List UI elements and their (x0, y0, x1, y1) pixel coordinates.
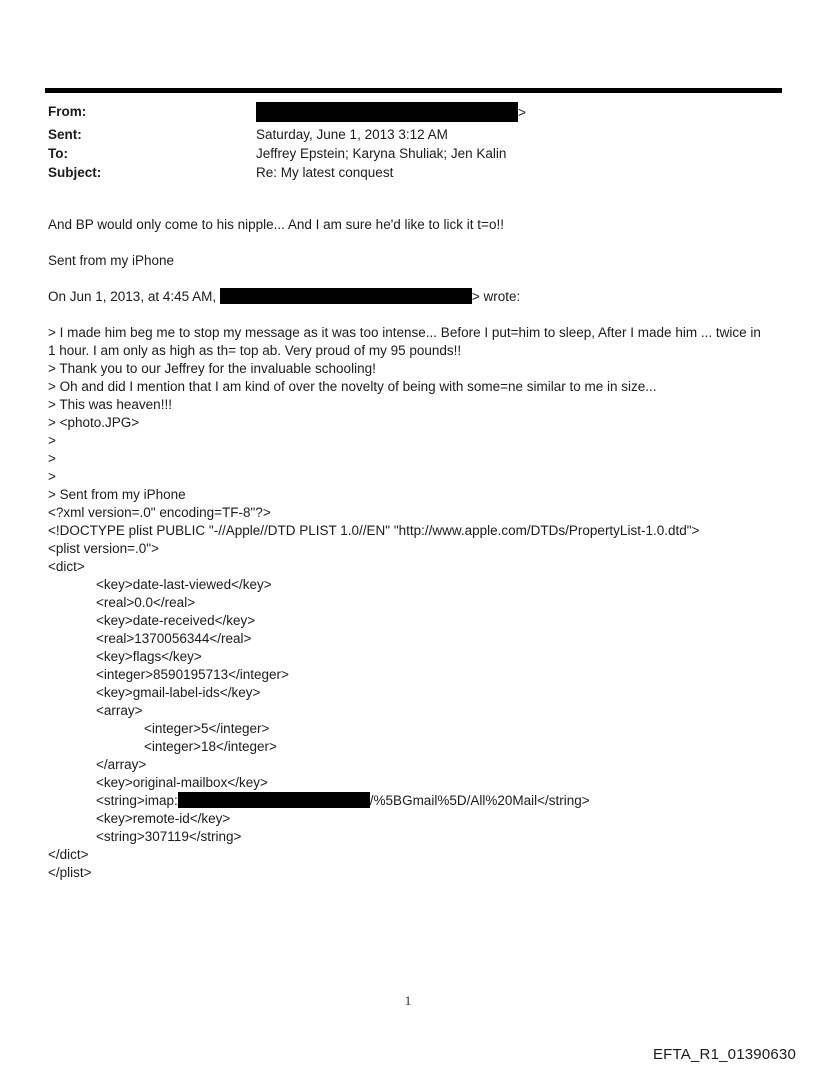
body-text: </plist> (48, 865, 92, 880)
body-text: > I made him beg me to stop my message as it was too intense... Before I put=him to sleep, After I made him ... twice in (48, 325, 761, 340)
header-field-subject (48, 163, 526, 182)
body-line (48, 504, 761, 522)
header-field-value (256, 105, 526, 120)
header-field-label: From: (48, 104, 87, 119)
body-text: /%5BGmail%5D/All%20Mail</string> (369, 793, 590, 808)
body-text: <array> (96, 703, 143, 718)
body-text: > <photo.JPG> (48, 415, 140, 430)
body-line (48, 360, 761, 378)
header-value-text: > (518, 105, 526, 120)
body-text: <integer>5</integer> (144, 721, 270, 736)
header-value-text: Jeffrey Epstein; Karyna Shuliak; Jen Kalin (256, 146, 507, 161)
body-line (48, 792, 761, 810)
body-line (48, 342, 761, 360)
body-text: On Jun 1, 2013, at 4:45 AM, (48, 289, 220, 304)
body-line (48, 846, 761, 864)
body-text: <key>gmail-label-ids</key> (96, 685, 261, 700)
header-value-text: Saturday, June 1, 2013 3:12 AM (256, 127, 448, 142)
header-field-label: Subject: (48, 165, 102, 180)
body-text: > Oh and did I mention that I am kind of over the novelty of being with some=ne similar to me in size... (48, 379, 657, 394)
header-field-value (256, 165, 393, 180)
body-text: <key>original-mailbox</key> (96, 775, 268, 790)
email-body (48, 216, 761, 882)
body-line (48, 738, 761, 756)
body-text: > (48, 469, 56, 484)
redaction-bar (256, 102, 518, 122)
header-field-from (48, 102, 526, 121)
body-line (48, 828, 761, 846)
body-line (48, 450, 761, 468)
page-number: 1 (404, 993, 412, 1008)
body-line (48, 666, 761, 684)
body-line (48, 234, 761, 252)
body-line (48, 306, 761, 324)
body-text: > Sent from my iPhone (48, 487, 186, 502)
body-line (48, 810, 761, 828)
header-field-value (256, 127, 448, 142)
body-text: </dict> (48, 847, 89, 862)
body-text: > wrote: (471, 289, 521, 304)
redaction-bar (220, 288, 472, 304)
body-text: 1 hour. I am only as high as th= top ab. Very proud of my 95 pounds!! (48, 343, 462, 358)
body-text: <real>0.0</real> (96, 595, 196, 610)
body-line (48, 684, 761, 702)
body-line (48, 774, 761, 792)
body-text: </array> (96, 757, 147, 772)
body-line (48, 702, 761, 720)
redaction-bar (178, 792, 370, 808)
header-field-value (256, 146, 506, 161)
email-header (48, 102, 526, 182)
body-text: <dict> (48, 559, 85, 574)
body-text: > (48, 451, 56, 466)
body-line (48, 540, 761, 558)
body-text: <key>flags</key> (96, 649, 202, 664)
body-line (48, 720, 761, 738)
body-line (48, 324, 761, 342)
body-line (48, 576, 761, 594)
body-line (48, 756, 761, 774)
body-text: <plist version=.0"> (48, 541, 159, 556)
body-line (48, 252, 761, 270)
body-line (48, 288, 761, 306)
body-line (48, 522, 761, 540)
body-line (48, 414, 761, 432)
body-line (48, 630, 761, 648)
body-text: <key>date-received</key> (96, 613, 256, 628)
body-text: <integer>18</integer> (144, 739, 277, 754)
body-line (48, 648, 761, 666)
body-text: > This was heaven!!! (48, 397, 172, 412)
body-text: <integer>8590195713</integer> (96, 667, 289, 682)
body-line (48, 396, 761, 414)
bates-number: EFTA_R1_01390630 (652, 1046, 796, 1063)
body-line (48, 486, 761, 504)
body-text: <?xml version=.0" encoding=TF-8"?> (48, 505, 271, 520)
body-line (48, 270, 761, 288)
header-value-text: Re: My latest conquest (256, 165, 394, 180)
header-field-sent (48, 125, 526, 144)
body-text: <string>imap: (96, 793, 178, 808)
body-line (48, 468, 761, 486)
header-field-label: To: (48, 146, 68, 161)
header-field-label: Sent: (48, 127, 82, 142)
body-text: <key>remote-id</key> (96, 811, 231, 826)
body-line (48, 378, 761, 396)
body-text: <key>date-last-viewed</key> (96, 577, 272, 592)
body-line (48, 594, 761, 612)
body-text: Sent from my iPhone (48, 253, 175, 268)
body-text: And BP would only come to his nipple... And I am sure he'd like to lick it t=o!! (48, 217, 504, 232)
body-text: > Thank you to our Jeffrey for the invaluable schooling! (48, 361, 376, 376)
header-field-to (48, 144, 526, 163)
body-text: <real>1370056344</real> (96, 631, 252, 646)
body-text: <string>307119</string> (96, 829, 242, 844)
body-text: <!DOCTYPE plist PUBLIC "-//Apple//DTD PLIST 1.0//EN" "http://www.apple.com/DTDs/PropertyList-1.0.dtd"> (48, 523, 700, 538)
header-divider-rule (45, 88, 782, 93)
body-text: > (48, 433, 56, 448)
body-line (48, 432, 761, 450)
body-line (48, 216, 761, 234)
body-line (48, 558, 761, 576)
body-line (48, 612, 761, 630)
body-line (48, 864, 761, 882)
